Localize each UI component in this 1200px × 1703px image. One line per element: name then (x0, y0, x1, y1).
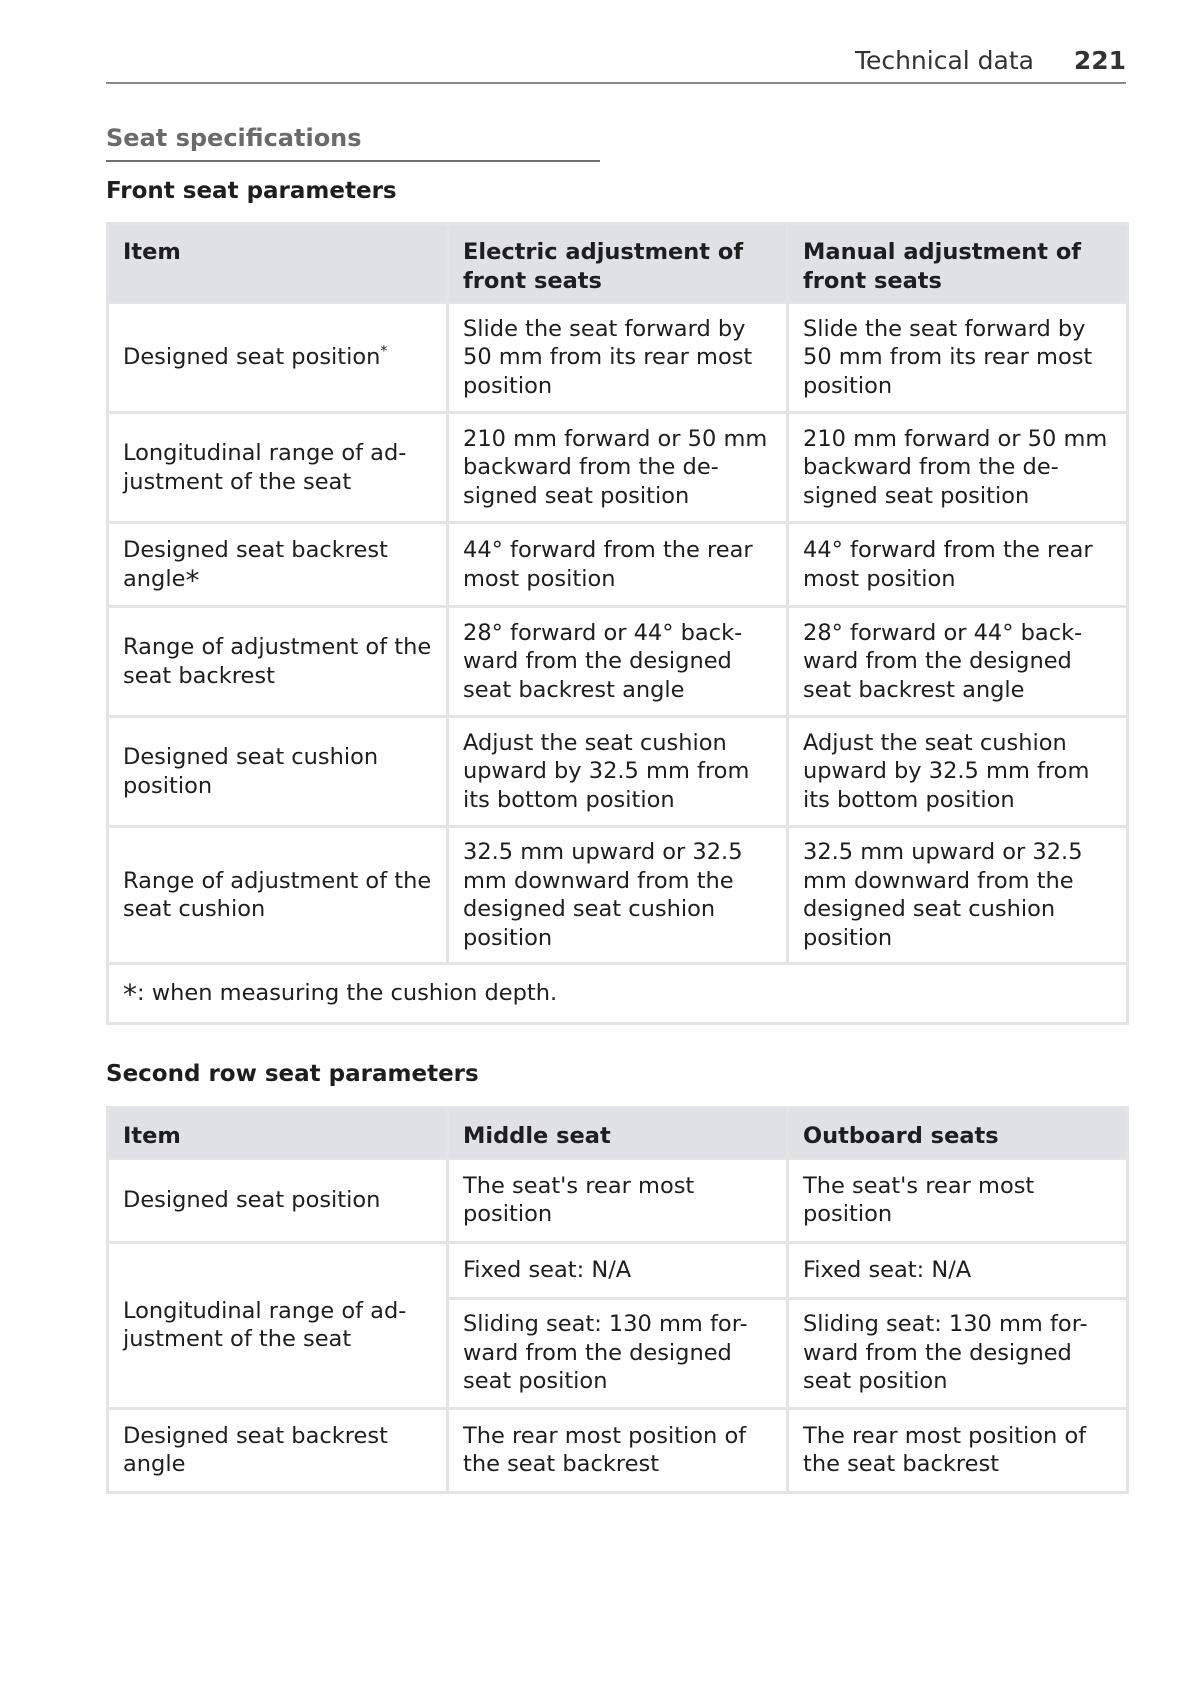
page-number: 221 (1073, 46, 1126, 75)
page-header (106, 40, 1126, 84)
value-cell: 28° forward or 44° back-ward from the designed seat backrest angle (788, 607, 1128, 717)
value-cell: 28° forward or 44° back-ward from the designed seat backrest angle (448, 607, 788, 717)
footnote-marker: * (185, 563, 200, 597)
item-cell: Designed seat position (108, 1158, 448, 1242)
table-row (108, 717, 1128, 827)
value-cell: Sliding seat: 130 mm for-ward from the designed seat position (788, 1298, 1128, 1408)
header-title: Technical data (854, 46, 1034, 75)
value-cell: 210 mm forward or 50 mm backward from the de-signed seat position (448, 413, 788, 523)
value-cell: Adjust the seat cushion upward by 32.5 mm from its bottom position (788, 717, 1128, 827)
column-header: Manual adjustment of front seats (788, 224, 1128, 303)
table-row (108, 1408, 1128, 1492)
table-header-row (108, 1108, 1128, 1159)
table-note-row (108, 964, 1128, 1024)
item-cell: Range of adjustment of the seat cushion (108, 827, 448, 964)
value-cell: The rear most position of the seat backrest (788, 1408, 1128, 1492)
value-cell: 32.5 mm upward or 32.5 mm downward from the designed seat cushion position (448, 827, 788, 964)
footnote-marker: * (123, 978, 137, 1012)
footnote-marker: * (380, 343, 388, 360)
value-cell: Fixed seat: N/A (788, 1242, 1128, 1298)
column-header: Outboard seats (788, 1108, 1128, 1159)
front-seat-table (106, 222, 1129, 1025)
table-row (108, 1242, 1128, 1298)
column-header: Item (108, 1108, 448, 1159)
item-cell: Designed seat position* (108, 303, 448, 413)
value-cell: The seat's rear most position (448, 1158, 788, 1242)
value-cell: 32.5 mm upward or 32.5 mm downward from the designed seat cushion position (788, 827, 1128, 964)
item-cell: Longitudinal range of ad-justment of the seat (108, 413, 448, 523)
table-row (108, 827, 1128, 964)
item-cell: Longitudinal range of ad-justment of the seat (108, 1242, 448, 1408)
column-header: Middle seat (448, 1108, 788, 1159)
item-cell: Designed seat backrest angle* (108, 523, 448, 607)
table-row (108, 303, 1128, 413)
table-row (108, 607, 1128, 717)
column-header: Electric adjustment of front seats (448, 224, 788, 303)
item-cell: Designed seat backrest angle (108, 1408, 448, 1492)
item-cell: Designed seat cushion position (108, 717, 448, 827)
value-cell: 44° forward from the rear most position (448, 523, 788, 607)
column-header: Item (108, 224, 448, 303)
value-cell: 210 mm forward or 50 mm backward from the de-signed seat position (788, 413, 1128, 523)
table-row (108, 413, 1128, 523)
second-row-heading: Second row seat parameters (106, 1061, 479, 1087)
table-row (108, 523, 1128, 607)
item-cell: Range of adjustment of the seat backrest (108, 607, 448, 717)
table-row (108, 1158, 1128, 1242)
value-cell: The seat's rear most position (788, 1158, 1128, 1242)
second-row-table (106, 1106, 1129, 1494)
value-cell: 44° forward from the rear most position (788, 523, 1128, 607)
front-seat-heading: Front seat parameters (106, 178, 397, 204)
table-header-row (108, 224, 1128, 303)
table-footnote: *: when measuring the cushion depth. (108, 964, 1128, 1024)
value-cell: Slide the seat forward by 50 mm from its rear most position (788, 303, 1128, 413)
value-cell: The rear most position of the seat backrest (448, 1408, 788, 1492)
section-title: Seat specifications (106, 124, 600, 162)
value-cell: Adjust the seat cushion upward by 32.5 mm from its bottom position (448, 717, 788, 827)
value-cell: Slide the seat forward by 50 mm from its rear most position (448, 303, 788, 413)
value-cell: Fixed seat: N/A (448, 1242, 788, 1298)
value-cell: Sliding seat: 130 mm for-ward from the designed seat position (448, 1298, 788, 1408)
